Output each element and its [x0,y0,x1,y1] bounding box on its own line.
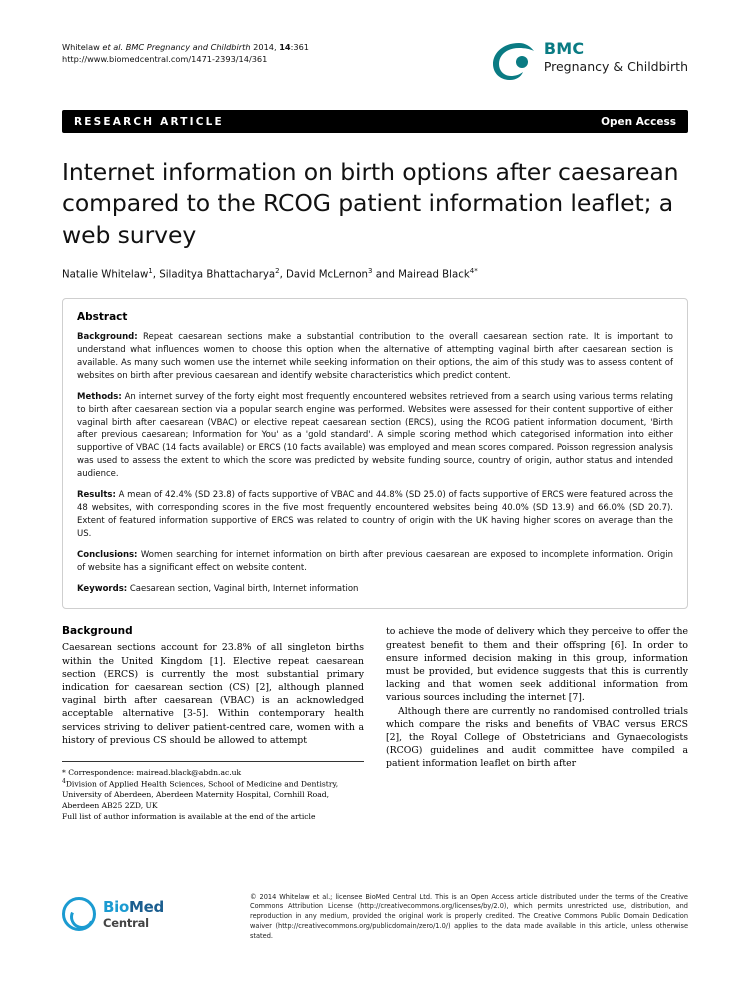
page-title: Internet information on birth options after caesarean compared to the RCOG patient information leaflet; a web survey [62,158,679,249]
correspondence-line [62,767,364,778]
bio-word: Bio [103,897,129,916]
author-affil-marker: 3 [368,266,373,275]
license-text: © 2014 Whitelaw et al.; licensee BioMed Central Ltd. This is an Open Access article distributed under the terms of the Creative Commons Attribution License (http://creativecommons.org/licenses/by/2.0), which permits unrestricted use, distribution, and reproduction in any medium, provided the original work is properly credited. The Creative Commons Public Domain Dedication waiver (http://creativecommons.org/publicdomain/zero/1.0/) applies to the data made available in this article, unless otherwise stated. [250,892,688,941]
author-affil-marker: 4* [469,266,478,275]
full-author-list-note: Full list of author information is available at the end of the article [62,812,316,822]
section-heading-background: Background [62,625,133,638]
background-paragraph-2: Although there are currently no randomised controlled trials which compare the risks and benefits of VBAC versus ERCS [2], the Royal College of Obstetricians and Gynaecologists (RCOG) guidelines and audit committee have compiled a patient information leaflet on birth after [386,705,688,770]
abstract-background-text: Repeat caesarean sections make a substantial contribution to the overall caesarean section rate. It is important to understand what influences women to choose this option when the alternative of attempting vaginal birth after caesarean section is available. As many such women use the internet while seeking information on their options, the aim of this study was to assess content of websites on birth after previous caesarean and identify website characteristics which predict content. [77,332,673,381]
article-type-label: RESEARCH ARTICLE [74,115,224,128]
footer [62,893,688,942]
abstract-methods-text: An internet survey of the forty eight most frequently encountered websites retrieved from a search using various terms relating to birth after caesarean section via a popular search engine was performed. Websites were assessed for their content supportive of either vaginal birth after caesarean (VBAC) or elective repeat caesarean section (ERCS), using the RCOG patient information document, 'Birth after previous caesarean; Information for You' as a 'gold standard'. A simple scoring method which categorised information into either supportive of VBAC (14 facts available) or ERCS (10 facts available) was employed and mean scores compared. Poisson regression analysis was used to assess the extent to which the score was predicted by website funding source, country of origin, author status and intended audience. [77,391,673,480]
abstract-conclusions-text: Women searching for internet information on birth after previous caesarean are exposed to incomplete information. Origin of website has a significant effect on website content. [77,549,673,573]
abstract-keywords-label: Keywords: [77,583,128,594]
author-affil-marker: 1 [148,266,153,275]
abstract-background-label: Background: [77,332,138,343]
biomed-central-mark-icon [62,897,96,931]
citation-year: 2014, [250,42,280,52]
citation-line [62,42,309,54]
background-paragraph-continued: to achieve the mode of delivery which they perceive to offer the greatest benefit to them and their offspring [6]. In order to ensure informed decision making in this group, information must be provided, but evidence suggests that this is currently lacking and that women seek additional information from various sources including the internet [7]. [386,626,688,704]
biomed-wordmark [103,898,164,916]
abstract-box [62,298,688,609]
footnote-block [62,761,364,823]
citation-url[interactable]: http://www.biomedcentral.com/1471-2393/14/361 [62,53,268,64]
open-access-label: Open Access [601,115,676,128]
correspondence-email[interactable]: mairead.black@abdn.ac.uk [134,767,242,777]
biomed-central-logo [62,893,234,931]
background-paragraph: Caesarean sections account for 23.8% of all singleton births within the United Kingdom [1]. Elective repeat caesarean section (ERCS) is currently the most substantial primary indication for caesarean section (CS) [2], although planned vaginal birth after caesarean (VBAC) is an acknowledged acceptable alternative [3-5]. Within contemporary health services striving to deliver patient-centred care, women with a history of previous CS should be allowed to attempt [62,642,364,746]
correspondence-label: * Correspondence: [62,767,135,777]
citation-journal: et al. BMC Pregnancy and Childbirth [102,42,251,52]
bmc-logo-name: BMC [543,39,585,58]
abstract-methods [77,391,673,481]
author-list: Natalie Whitelaw$^1$, Siladitya Bhattacharya$^2$, David McLernon$^3$ and Mairead Black$^{4*}$ [62,266,478,281]
body-columns [62,625,688,822]
citation-block [62,38,309,66]
abstract-conclusions-label: Conclusions: [77,549,138,560]
citation-volume: 14 [279,42,291,52]
abstract-keywords-text: Caesarean section, Vaginal birth, Internet information [127,583,359,594]
bmc-journal-logo [489,38,688,84]
bmc-logo-subtitle: Pregnancy & Childbirth [543,59,688,75]
abstract-keywords [77,583,673,596]
affiliation-line [62,778,364,812]
abstract-methods-label: Methods: [77,391,122,402]
abstract-background [77,331,673,383]
affiliation-marker: 4 [62,777,66,785]
bmc-swirl-icon [489,40,537,84]
abstract-heading: Abstract [77,311,128,324]
affiliation-text: Division of Applied Health Sciences, School of Medicine and Dentistry, University of Aberdeen, Aberdeen Maternity Hospital, Cornhill Road, Aberdeen AB25 2ZD, UK [62,779,339,811]
bmc-logo-text [544,40,688,75]
author-affil-marker: 2 [275,266,280,275]
central-word: Central [103,915,149,930]
column-left [62,625,364,822]
abstract-results-label: Results: [77,490,116,501]
abstract-results-text: A mean of 42.4% (SD 23.8) of facts supportive of VBAC and 44.8% (SD 25.0) of facts supportive of ERCS were featured across the 48 websites, with corresponding scores in the five most frequently encountered websites being 40.0% (SD 13.9) and 66.0% (SD 20.7). Extent of featured information supportive of ERCS was related to country of origin with the UK having higher scores on average than the US. [77,490,673,539]
citation-pages: :361 [290,42,309,52]
abstract-results [77,489,673,541]
med-word: Med [128,897,164,916]
abstract-conclusions [77,549,673,575]
biomed-central-logo-text [103,898,164,930]
article-type-bar [62,110,688,133]
column-right [386,625,688,822]
page-header [62,38,688,100]
citation-prefix: Whitelaw [62,42,103,52]
